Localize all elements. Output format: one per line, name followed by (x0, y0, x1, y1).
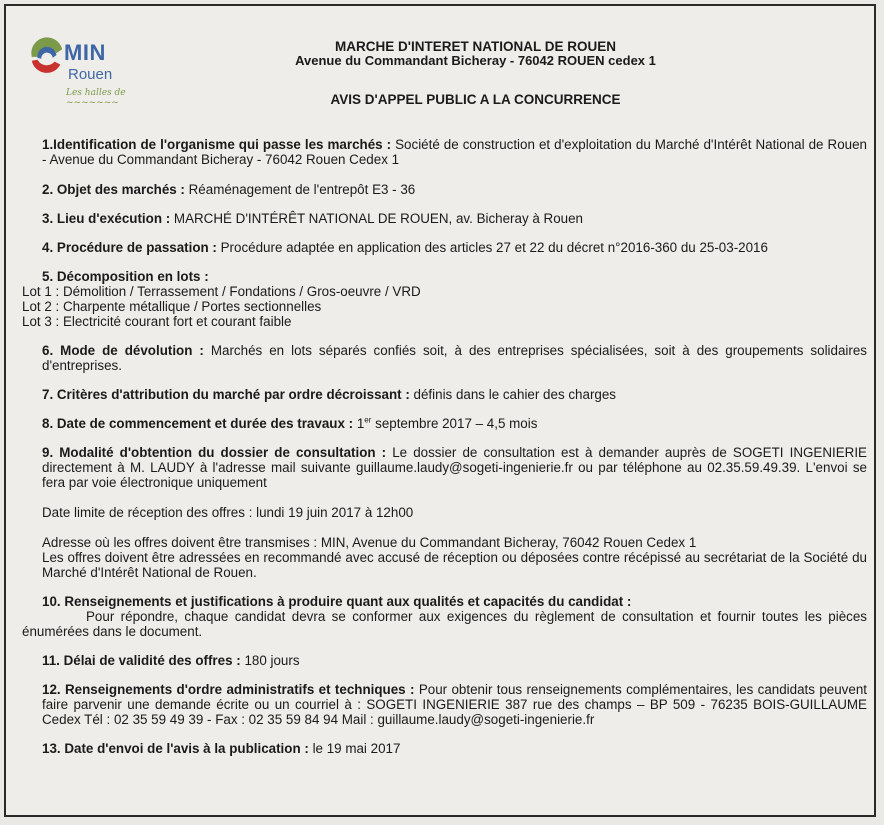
offer-address: Adresse où les offres doivent être transmises : MIN, Avenue du Commandant Bicheray, 76042 Rouen Cedex 1 (42, 535, 697, 550)
section-3-text: MARCHÉ D'INTÉRÊT NATIONAL DE ROUEN, av. Bicheray à Rouen (173, 211, 584, 226)
lot-3: Lot 3 : Electricité courant fort et courant faible (22, 314, 292, 329)
section-2 (22, 182, 867, 197)
section-7-text: définis dans le cahier des charges (413, 387, 616, 402)
section-9-text: Le dossier de consultation est à demander auprès de SOGETI INGENIERIE directement à M. LAUDY à l'adresse mail suivante guillaume.laudy@sogeti-ingenierie.fr ou par téléphone au 02.35.59.49.39. L'envoi se fera par voie électronique uniquement (42, 445, 867, 490)
lot-1: Lot 1 : Démolition / Terrassement / Fondations / Gros-oeuvre / VRD (22, 284, 421, 299)
section-4-label: 4. Procédure de passation : (42, 240, 217, 255)
section-8-day: 1 (356, 416, 365, 431)
section-3-label: 3. Lieu d'exécution : (42, 211, 171, 226)
offer-note: Les offres doivent être adressées en recommandé avec accusé de réception ou déposées contre récépissé au secrétariat de la Société du Marché d'Intérêt National de Rouen. (42, 550, 867, 580)
section-7 (22, 387, 867, 402)
section-9 (22, 445, 867, 490)
section-4 (22, 240, 867, 255)
section-8-label: 8. Date de commencement et durée des travaux : (42, 416, 354, 431)
logo-tagline: Les halles de ~~~~~~~ (66, 88, 126, 108)
section-9-label: 9. Modalité d'obtention du dossier de consultation : (42, 445, 387, 460)
section-11 (22, 653, 867, 668)
section-12-label: 12. Renseignements d'ordre administratifs et techniques : (42, 682, 415, 697)
section-6-text: Marchés en lots séparés confiés soit, à des entreprises spécialisées, soit à des groupements solidaires d'entreprises. (42, 343, 867, 373)
section-2-text: Réaménagement de l'entrepôt E3 - 36 (188, 182, 416, 197)
notice-body (22, 137, 867, 756)
section-5-label: 5. Décomposition en lots : (42, 269, 209, 284)
section-8-sup: er (364, 415, 372, 425)
section-8 (22, 416, 867, 431)
section-11-label: 11. Délai de validité des offres : (42, 653, 241, 668)
section-4-text: Procédure adaptée en application des articles 27 et 22 du décret n°2016-360 du 25-03-2016 (220, 240, 768, 255)
logo-min-text: MIN (64, 40, 106, 65)
organisation-address: Avenue du Commandant Bicheray - 76042 ROUEN cedex 1 (295, 53, 656, 68)
offer-deadline: Date limite de réception des offres : lundi 19 juin 2017 à 12h00 (42, 505, 414, 520)
section-1-label: 1.Identification de l'organisme qui passe les marchés : (42, 137, 392, 152)
logo-city-text: Rouen (68, 66, 113, 83)
section-1 (22, 137, 867, 167)
section-7-label: 7. Critères d'attribution du marché par ordre décroissant : (42, 387, 410, 402)
section-11-text: 180 jours (244, 653, 300, 668)
notice-title: AVIS D'APPEL PUBLIC A LA CONCURRENCE (330, 92, 621, 107)
lot-2: Lot 2 : Charpente métallique / Portes sectionnelles (22, 299, 322, 314)
section-3 (22, 211, 867, 226)
section-10-label: 10. Renseignements et justifications à produire quant aux qualités et capacités du candidat : (42, 594, 632, 609)
section-13-label: 13. Date d'envoi de l'avis à la publication : (42, 741, 309, 756)
organisation-name: MARCHE D'INTERET NATIONAL DE ROUEN (335, 39, 616, 54)
section-12 (22, 682, 867, 727)
section-13 (22, 741, 867, 756)
section-8-text: septembre 2017 – 4,5 mois (375, 416, 538, 431)
section-6-label: 6. Mode de dévolution : (42, 343, 204, 358)
section-2-label: 2. Objet des marchés : (42, 182, 185, 197)
section-10-text: Pour répondre, chaque candidat devra se conformer aux exigences du règlement de consultation et fournir toutes les pièces énumérées dans le document. (22, 609, 867, 639)
section-12-text: Pour obtenir tous renseignements complémentaires, les candidats peuvent faire parvenir une demande écrite ou un courriel à : SOGETI INGENIERIE 387 rue des champs – BP 509 - 76235 BOIS-GUILLAUME Cedex Tél : 02 35 59 49 39 - Fax : 02 35 59 84 94 Mail : guillaume.laudy@sogeti-ingenierie.fr (42, 682, 867, 727)
section-13-text: le 19 mai 2017 (312, 741, 401, 756)
section-1-text: Société de construction et d'exploitation du Marché d'Intérêt National de Rouen - Avenue du Commandant Bicheray - 76042 Rouen Cedex 1 (42, 137, 867, 167)
section-6 (22, 343, 867, 373)
